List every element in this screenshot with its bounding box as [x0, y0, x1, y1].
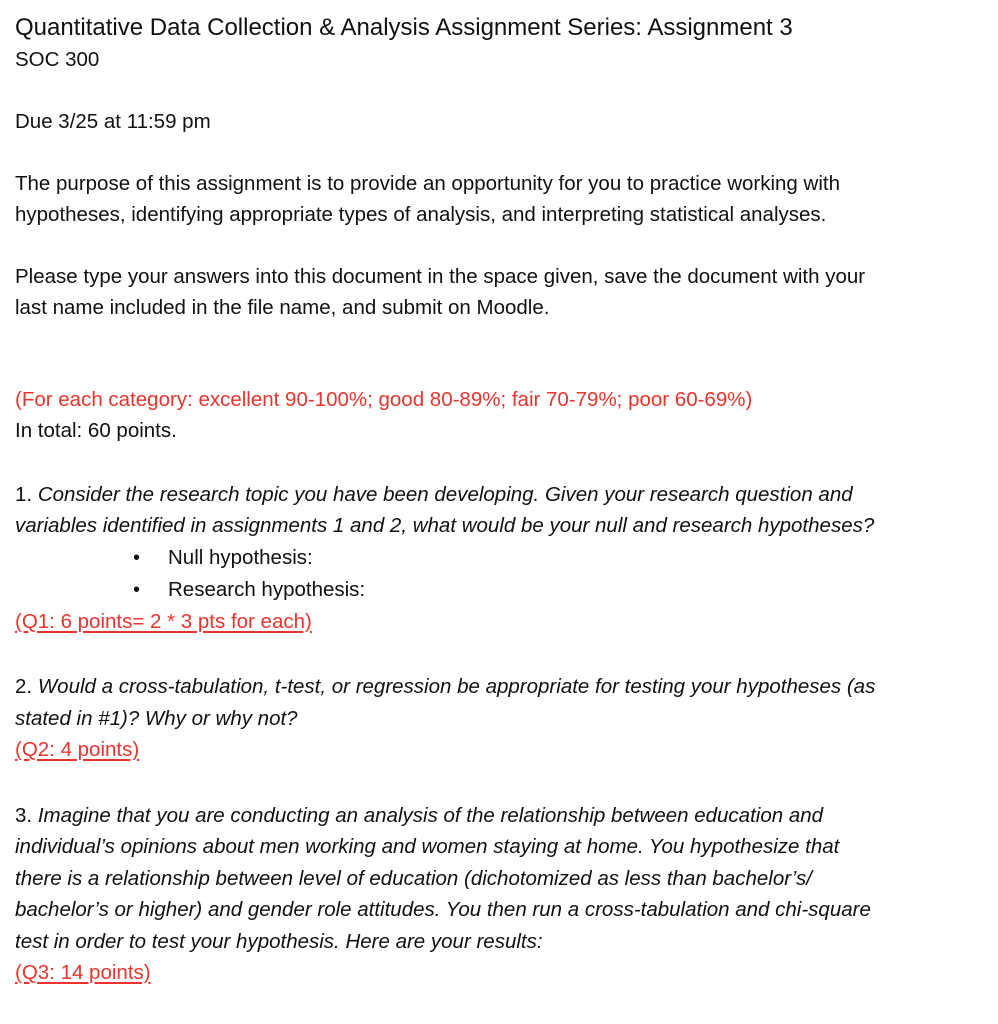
- question-number: 2.: [15, 675, 33, 698]
- question-text: Consider the research topic you have been developing. Given your research question and: [37, 482, 853, 506]
- research-hypothesis-label: Research hypothesis:: [168, 577, 366, 601]
- list-item: [133, 542, 990, 574]
- question-text: bachelor’s or higher) and gender role attitudes. You then run a cross-tabulation and chi-square: [15, 898, 871, 921]
- question-text: Imagine that you are conducting an analysis of the relationship between education and: [37, 803, 824, 827]
- document-title: Quantitative Data Collection & Analysis Assignment Series: Assignment 3: [15, 14, 793, 41]
- question-text: Would a cross-tabulation, t-test, or regression be appropriate for testing your hypotheses (as: [37, 675, 876, 698]
- question-number: 3.: [15, 803, 33, 827]
- grading-scale: (For each category: excellent 90-100%; good 80-89%; fair 70-79%; poor 60-69%): [15, 387, 753, 411]
- question-3: [15, 800, 990, 989]
- total-points: In total: 60 points.: [15, 419, 177, 442]
- question-points: (Q2: 4 points): [15, 738, 140, 761]
- question-number: 1.: [15, 482, 33, 506]
- bullet-icon: •: [133, 578, 141, 601]
- document-page: [15, 12, 990, 989]
- null-hypothesis-label: Null hypothesis:: [168, 545, 313, 569]
- course-code: SOC 300: [15, 48, 100, 71]
- question-text: individual’s opinions about men working and women staying at home. You hypothesize that: [15, 835, 840, 858]
- question-text: variables identified in assignments 1 and 2, what would be your null and research hypotheses?: [15, 514, 875, 537]
- purpose-paragraph: [15, 168, 990, 231]
- question-2: [15, 671, 990, 766]
- purpose-line: hypotheses, identifying appropriate types of analysis, and interpreting statistical analyses.: [15, 203, 827, 226]
- question-text: there is a relationship between level of education (dichotomized as less than bachelor’s/: [15, 866, 812, 890]
- bullet-icon: •: [133, 546, 141, 569]
- due-date: Due 3/25 at 11:59 pm: [15, 110, 211, 133]
- question-points: (Q3: 14 points): [15, 961, 151, 984]
- instructions-line: Please type your answers into this document in the space given, save the document with your: [15, 264, 866, 288]
- question-1: [15, 479, 990, 638]
- hypothesis-list: [15, 542, 990, 606]
- instructions-paragraph: [15, 261, 990, 324]
- question-text: test in order to test your hypothesis. Here are your results:: [15, 929, 543, 953]
- purpose-line: The purpose of this assignment is to provide an opportunity for you to practice working with: [15, 171, 840, 195]
- instructions-line: last name included in the file name, and submit on Moodle.: [15, 296, 550, 319]
- list-item: [133, 574, 990, 606]
- question-points: (Q1: 6 points= 2 * 3 pts for each): [15, 609, 312, 633]
- question-text: stated in #1)? Why or why not?: [15, 706, 298, 730]
